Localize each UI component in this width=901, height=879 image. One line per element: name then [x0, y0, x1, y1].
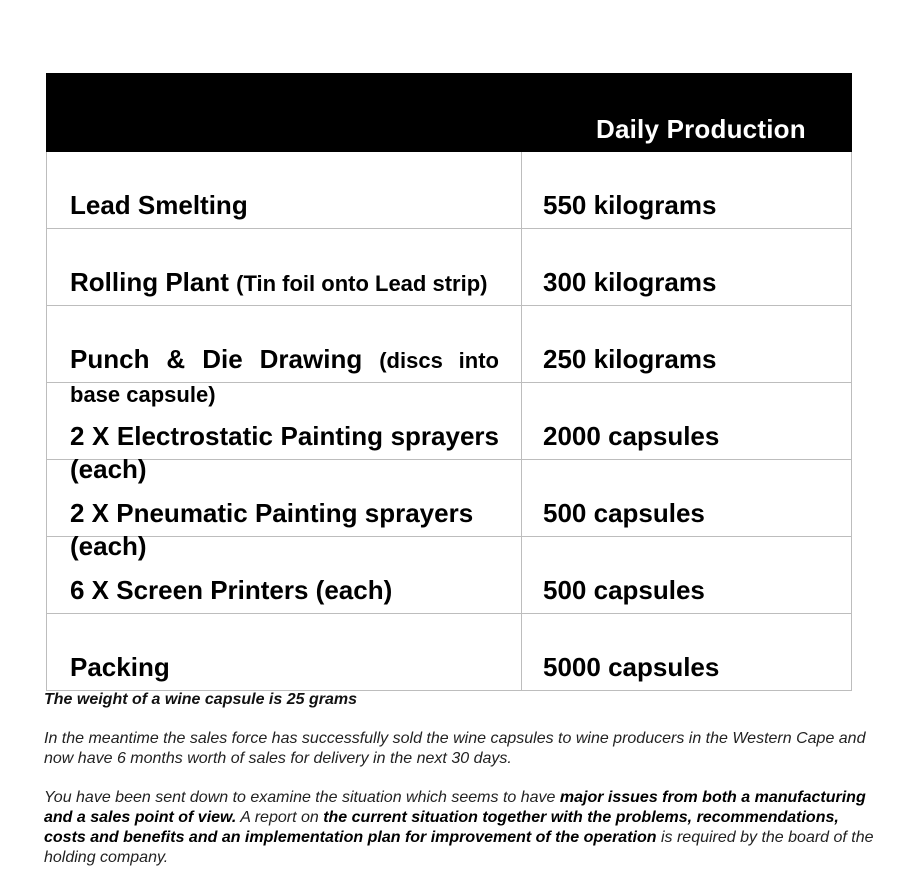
table-header-row	[47, 74, 852, 152]
production-value: 550 kilograms	[543, 190, 717, 220]
process-rolling-plant: Rolling Plant (Tin foil onto Lead strip)	[70, 267, 488, 297]
daily-production-heading: Daily Production	[596, 114, 806, 144]
process-note: (Tin foil onto Lead strip)	[236, 271, 488, 296]
process-screen-printers: 6 X Screen Printers (each)	[70, 575, 393, 605]
production-value: 300 kilograms	[543, 267, 717, 297]
header-process-cell	[47, 74, 522, 152]
assignment-paragraph: You have been sent down to examine the situation which seems to have major issues from both a manufacturing and a sales point of view. A report on the current situation together with the problems, recommendations, costs and benefits and an implementation plan for improvement of the operation is required by the board of the holding company.	[44, 789, 874, 866]
notes-section	[44, 690, 874, 868]
header-daily-production-cell	[522, 74, 852, 152]
sales-paragraph: In the meantime the sales force has successfully sold the wine capsules to wine producers in the Western Cape and now have 6 months worth of sales for delivery in the next 30 days.	[44, 730, 866, 767]
process-pneumatic-sprayers: 2 X Pneumatic Painting sprayers (each)	[70, 498, 474, 561]
table-row	[47, 614, 852, 691]
production-table	[46, 73, 852, 691]
production-value: 2000 capsules	[543, 421, 720, 451]
table-row	[47, 229, 852, 306]
table-row	[47, 306, 852, 383]
production-value: 500 capsules	[543, 575, 705, 605]
process-note: (discs into base capsule)	[70, 348, 499, 407]
process-punch-die-drawing: Punch & Die Drawing (discs into base capsule)	[70, 344, 499, 407]
production-value: 500 capsules	[543, 498, 705, 528]
process-lead-smelting: Lead Smelting	[70, 190, 248, 220]
production-value: 250 kilograms	[543, 344, 717, 374]
process-packing: Packing	[70, 652, 170, 682]
process-electrostatic-sprayers: 2 X Electrostatic Painting sprayers (each)	[70, 421, 499, 484]
table-row	[47, 152, 852, 229]
production-value: 5000 capsules	[543, 652, 720, 682]
capsule-weight-note: The weight of a wine capsule is 25 grams	[44, 691, 357, 708]
